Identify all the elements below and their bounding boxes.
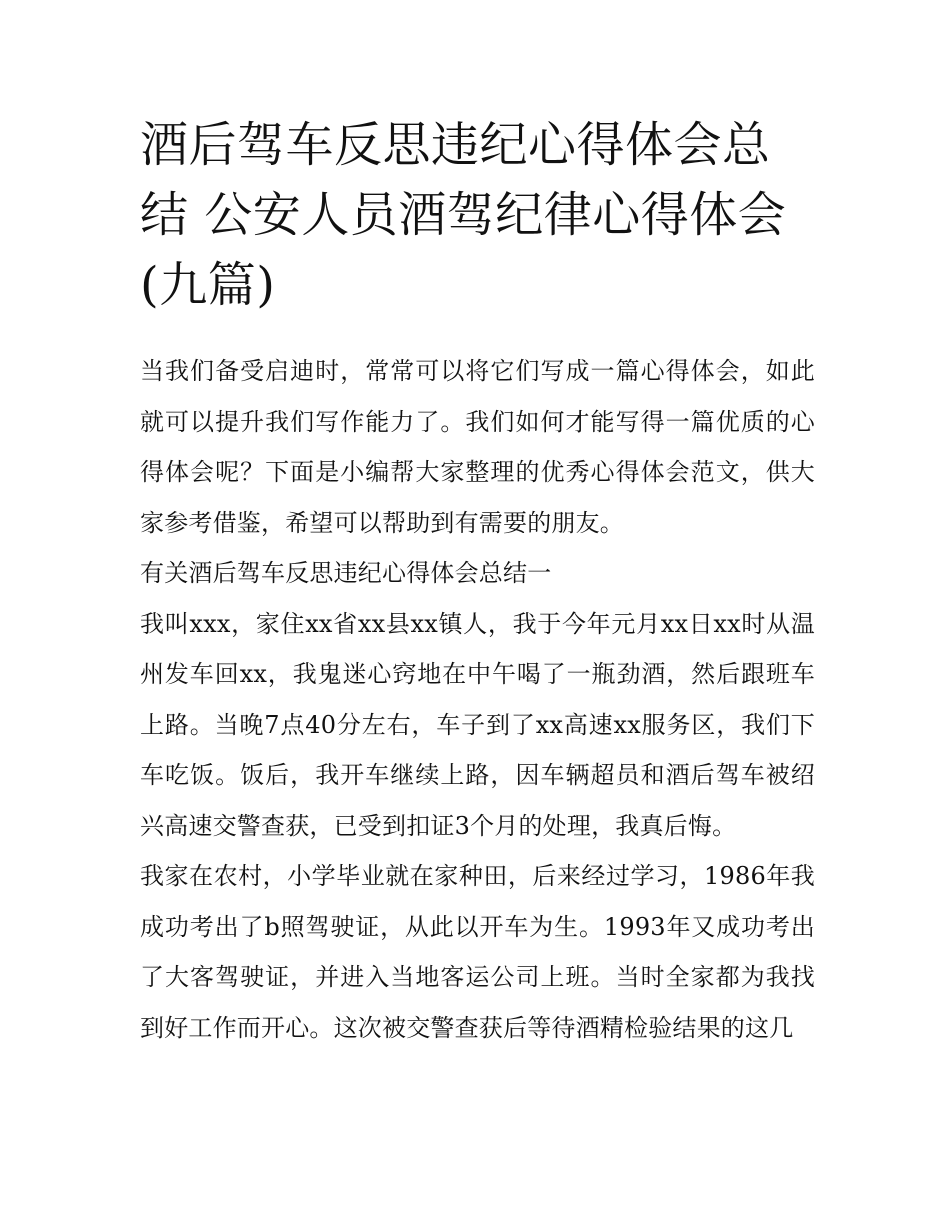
- body-paragraph-2: 我家在农村，小学毕业就在家种田，后来经过学习，1986年我成功考出了b照驾驶证，从此以开车为生。1993年又成功考出了大客驾驶证，并进入当地客运公司上班。当时全家都为我找到好工作而开心。这次被交警查获后等待酒精检验结果的这几: [140, 862, 815, 1042]
- section-heading: 有关酒后驾车反思违纪心得体会总结一: [140, 559, 552, 587]
- body-paragraph-1: 我叫xxx，家住xx省xx县xx镇人，我于今年元月xx日xx时从温州发车回xx，我鬼迷心窍地在中午喝了一瓶劲酒，然后跟班车上路。当晚7点40分左右，车子到了xx高速xx服务区，我们下车吃饭。饭后，我开车继续上路，因车辆超员和酒后驾车被绍兴高速交警查获，已受到扣证3个月的处理，我真后悔。: [140, 609, 815, 840]
- document-body: [140, 110, 815, 1053]
- document-title: 酒后驾车反思违纪心得体会总结 公安人员酒驾纪律心得体会(九篇): [140, 117, 787, 313]
- intro-paragraph: 当我们备受启迪时，常常可以将它们写成一篇心得体会，如此就可以提升我们写作能力了。我们如何才能写得一篇优质的心得体会呢？下面是小编帮大家整理的优秀心得体会范文，供大家参考借鉴，希望可以帮助到有需要的朋友。: [140, 357, 815, 537]
